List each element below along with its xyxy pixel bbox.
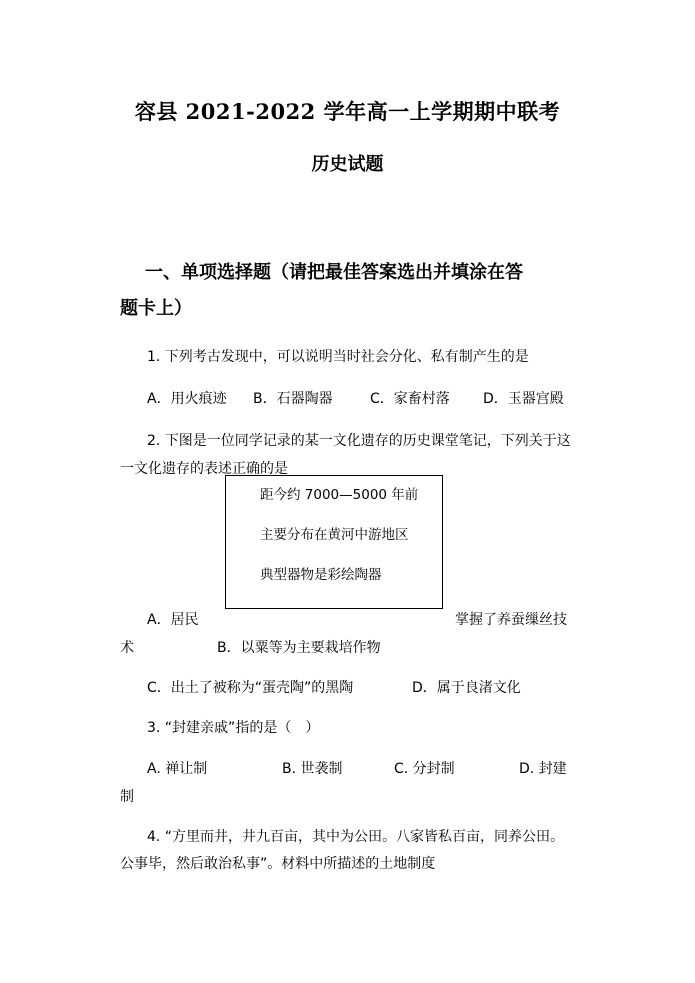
question-2-option-b: B．以粟等为主要栽培作物	[217, 640, 381, 656]
question-2-option-a-part3: 术	[120, 640, 134, 656]
class-note-line-3: 典型器物是彩绘陶器	[260, 567, 382, 583]
question-1-option-b: B．石器陶器	[253, 391, 333, 407]
question-2-option-d: D．属于良渚文化	[412, 680, 521, 696]
section-heading-line2: 题卡上）	[120, 298, 192, 319]
question-3-option-d-part1: D. 封建	[519, 761, 567, 777]
question-3-option-d-part2: 制	[120, 789, 134, 805]
question-3-option-b: B. 世袭制	[282, 761, 343, 777]
question-2-stem-line2: 一文化遗存的表述正确的是	[120, 461, 288, 477]
exam-subtitle: 历史试题	[311, 154, 384, 175]
question-3-option-c: C. 分封制	[394, 761, 455, 777]
question-4-stem-line1: 4. “方里而井，井九百亩，其中为公田。八家皆私百亩，同养公田。	[147, 829, 565, 845]
question-1-stem: 1. 下列考古发现中，可以说明当时社会分化、私有制产生的是	[147, 349, 529, 365]
exam-title: 容县 2021-2022 学年高一上学期期中联考	[134, 99, 561, 124]
class-note-line-2: 主要分布在黄河中游地区	[260, 527, 409, 543]
question-2-option-c: C．出土了被称为“蛋壳陶”的黑陶	[147, 680, 354, 696]
question-3-option-a: A. 禅让制	[147, 761, 208, 777]
question-1-option-c: C．家畜村落	[370, 391, 450, 407]
question-2-option-a-part1: A．居民	[147, 612, 199, 628]
section-heading-line1: 一、单项选择题（请把最佳答案选出并填涂在答	[145, 262, 523, 283]
question-2-option-a-part2: 掌握了养蚕缫丝技	[455, 612, 567, 628]
question-3-stem: 3. “封建亲戚”指的是（ ）	[147, 720, 320, 736]
question-1-option-a: A．用火痕迹	[147, 391, 227, 407]
question-1-option-d: D．玉器宫殿	[483, 391, 564, 407]
question-4-stem-line2: 公事毕，然后敢治私事”。材料中所描述的土地制度	[120, 856, 436, 872]
class-note-line-1: 距今约 7000—5000 年前	[260, 487, 419, 503]
question-2-stem-line1: 2. 下图是一位同学记录的某一文化遗存的历史课堂笔记，下列关于这	[147, 433, 571, 449]
